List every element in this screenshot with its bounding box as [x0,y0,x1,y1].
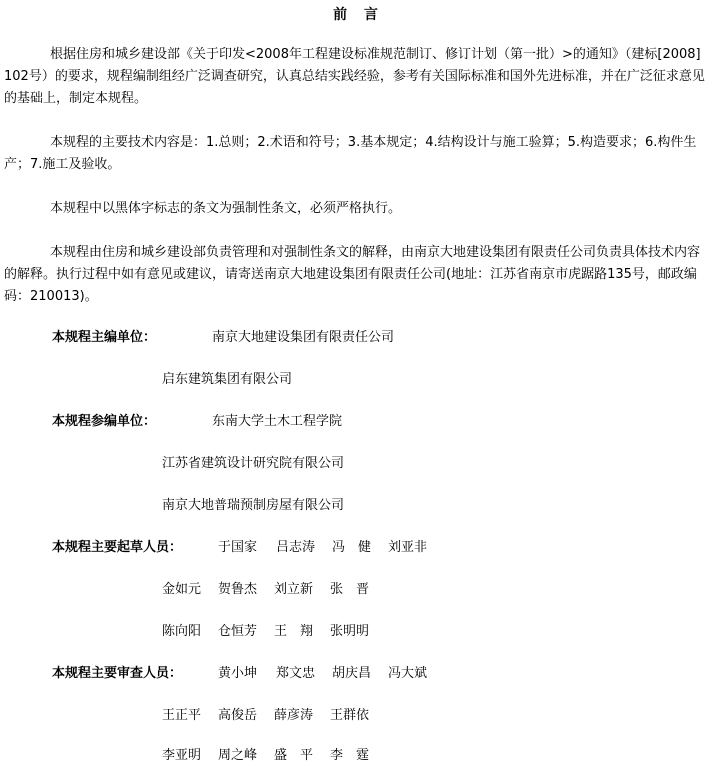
reviewer-name: 高俊岳 [218,708,258,723]
preface-paragraph-2: 本规程的主要技术内容是：1.总则；2.术语和符号；3.基本规定；4.结构设计与施工验算；5.构造要求；6.构件生产；7.施工及验收。 [4,135,697,172]
drafter-name: 张明明 [330,624,370,639]
reviewer-name: 冯大斌 [388,666,428,681]
drafter-name: 吕志涛 [276,540,316,555]
drafter-name: 金如元 [162,582,202,597]
drafter-name: 刘亚非 [388,540,428,555]
reviewer-name: 李亚明 [162,748,202,763]
preface-paragraph-1: 根据住房和城乡建设部《关于印发<2008年工程建设标准规范制订、修订计划（第一批）>的通知》（建标[2008] 102号）的要求，规程编制组经广泛调查研究，认真总结实践经验，参考有关国际标准和国外先进标准，并在广泛征求意见的基础上，制定本规程。 [4,47,705,106]
drafter-name: 陈向阳 [162,624,202,639]
drafter-name: 于国家 [218,540,258,555]
drafter-name: 贺鲁杰 [218,582,258,597]
reviewer-name: 郑文忠 [276,666,316,681]
reviewer-name: 王正平 [162,708,202,723]
reviewer-name: 黄小坤 [218,666,258,681]
reviewer-name: 李 霆 [330,748,370,763]
preface-paragraph-3: 本规程中以黑体字标志的条文为强制性条文，必须严格执行。 [50,201,402,216]
reviewer-name: 王群依 [330,708,370,723]
drafter-name: 冯 健 [332,540,372,555]
participating-unit-3: 南京大地普瑞预制房屋有限公司 [162,498,345,513]
reviewer-name: 胡庆昌 [332,666,372,681]
page-title: 前 言 [333,7,384,23]
drafter-name: 王 翔 [274,624,314,639]
participating-units-label: 本规程参编单位： [52,414,157,429]
chief-unit-2: 启东建筑集团有限公司 [162,372,293,387]
drafters-label: 本规程主要起草人员： [52,540,183,555]
participating-unit-1: 东南大学土木工程学院 [212,414,343,429]
chief-units-label: 本规程主编单位： [52,330,157,345]
reviewers-label: 本规程主要审查人员： [52,666,183,681]
reviewer-name: 周之峰 [218,748,258,763]
chief-unit-1: 南京大地建设集团有限责任公司 [212,330,395,345]
drafter-name: 张 晋 [330,582,370,597]
reviewer-name: 盛 平 [274,748,314,763]
reviewer-name: 薛彦涛 [274,708,314,723]
participating-unit-2: 江苏省建筑设计研究院有限公司 [162,456,345,471]
preface-paragraph-4: 本规程由住房和城乡建设部负责管理和对强制性条文的解释，由南京大地建设集团有限责任公司负责具体技术内容的解释。执行过程中如有意见或建议，请寄送南京大地建设集团有限责任公司(地址：江苏省南京市虎踞路135号，邮政编码：210013)。 [4,245,701,304]
drafter-name: 仓恒芳 [218,624,258,639]
drafter-name: 刘立新 [274,582,314,597]
